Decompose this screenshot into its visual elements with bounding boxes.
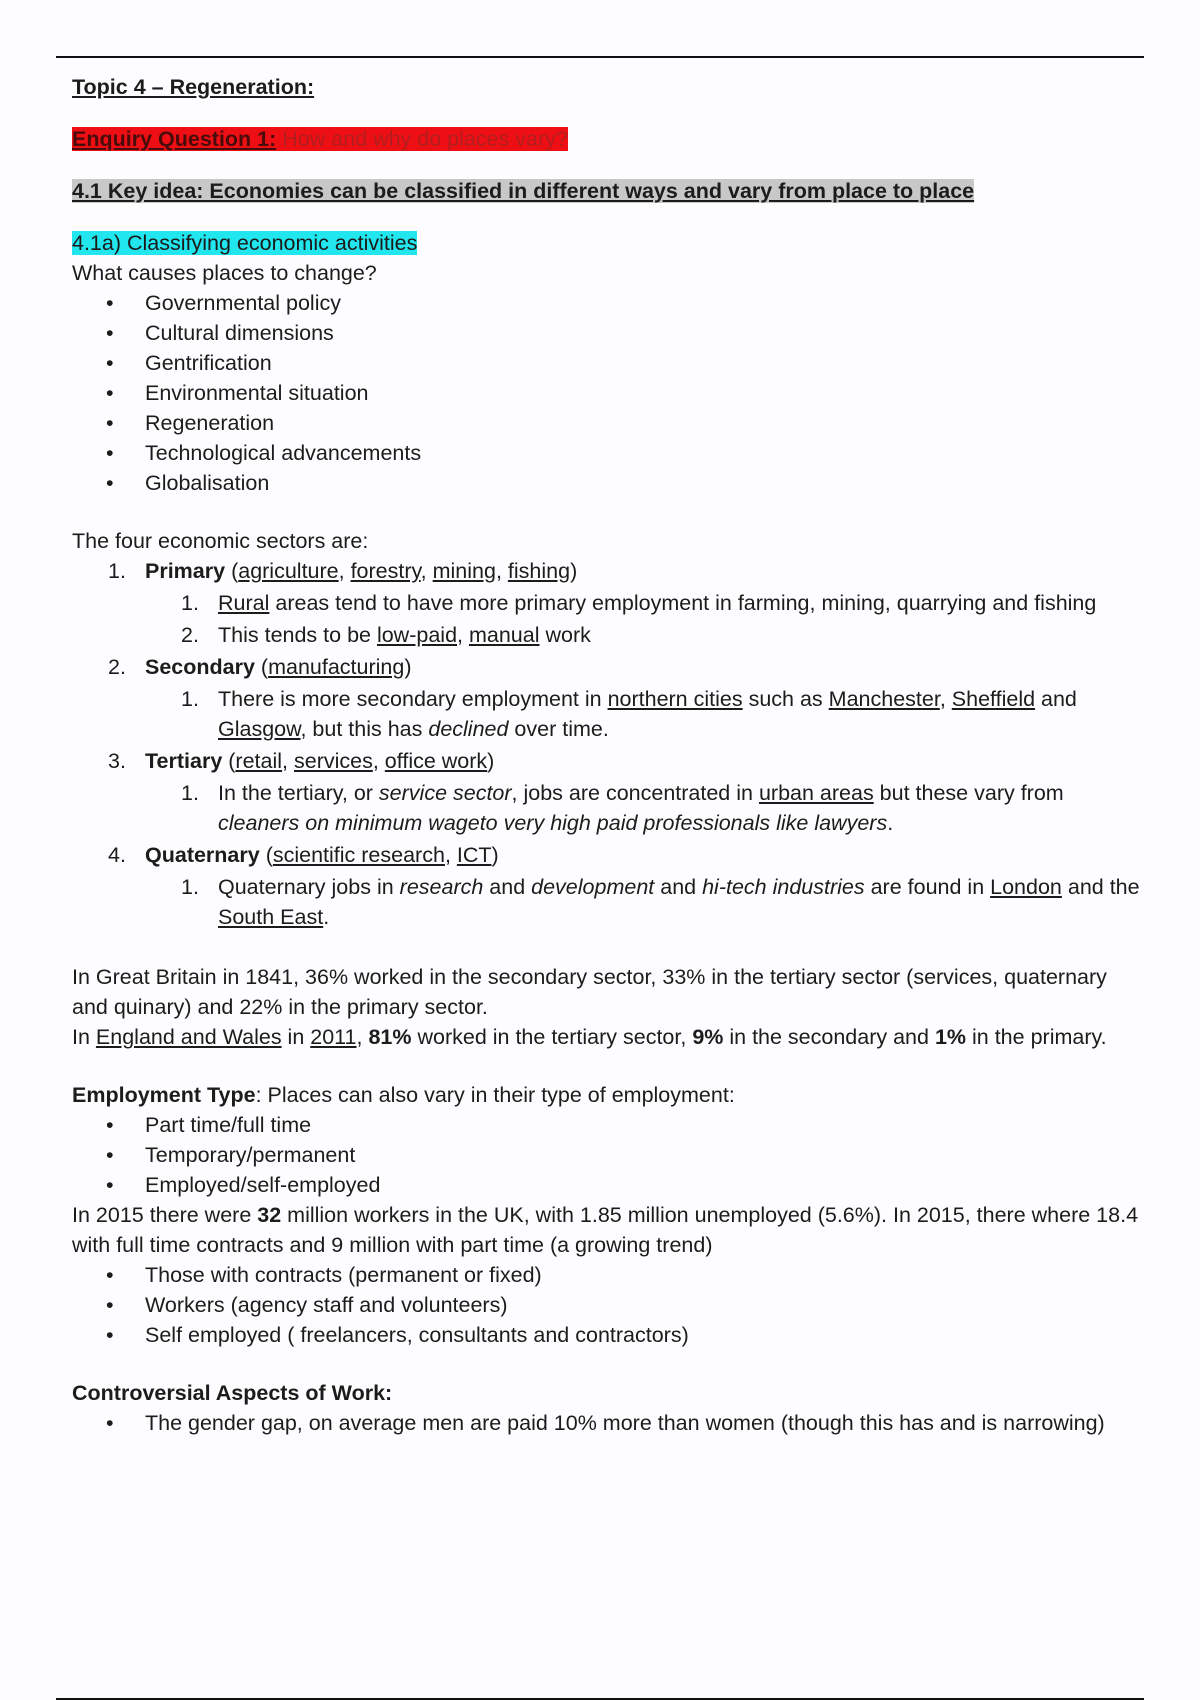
- enquiry-label: Enquiry Question 1:: [72, 127, 277, 151]
- subsection-heading: [72, 228, 1144, 258]
- enquiry-question: [72, 124, 1144, 154]
- employment-heading: Employment Type: Places can also vary in their type of employment:: [72, 1083, 735, 1107]
- document-page: [72, 72, 1144, 1438]
- list-item: • Self employed ( freelancers, consultants and contractors): [72, 1320, 1144, 1350]
- sub-point: 2. This tends to be low-paid, manual work: [181, 623, 591, 647]
- list-item: • Part time/full time: [72, 1110, 1144, 1140]
- list-item: • Regeneration: [72, 408, 1144, 438]
- sectors-list: [72, 556, 1144, 932]
- list-item: • Temporary/permanent: [72, 1140, 1144, 1170]
- sub-point: 1. In the tertiary, or service sector, jobs are concentrated in urban areas but these vary from cleaners on minimum wageto very high paid professionals like lawyers.: [181, 781, 1064, 835]
- list-item: • Technological advancements: [72, 438, 1144, 468]
- change-causes-list: [72, 288, 1144, 498]
- sector-name: Secondary: [145, 655, 255, 679]
- employment-stats: In 2015 there were 32 million workers in the UK, with 1.85 million unemployed (5.6%). In 2015, there where 18.4 with full time contracts and 9 million with part time (a growing trend): [72, 1203, 1139, 1257]
- sector-quaternary: 4. Quaternary (scientific research, ICT) 1. Quaternary jobs in research and development and hi-tech industries are found in London and the South East.: [72, 840, 1144, 932]
- sectors-intro: The four economic sectors are:: [72, 529, 369, 553]
- list-item: • Employed/self-employed: [72, 1170, 1144, 1200]
- sector-name: Tertiary: [145, 749, 223, 773]
- sector-primary: 1. Primary (agriculture, forestry, mining, fishing) 1. Rural areas tend to have more primary employment in farming, mining, quarrying and fishing 2. This tends to be low-paid, manual work: [72, 556, 1144, 650]
- list-item: • Those with contracts (permanent or fixed): [72, 1260, 1144, 1290]
- key-idea-text: 4.1 Key idea: Economies can be classified in different ways and vary from place to place: [72, 179, 975, 203]
- sub-point: 1. Quaternary jobs in research and development and hi-tech industries are found in London and the South East.: [181, 875, 1140, 929]
- sub-point: 1. There is more secondary employment in northern cities such as Manchester, Sheffield and Glasgow, but this has declined over time.: [181, 687, 1077, 741]
- top-rule: [56, 56, 1144, 58]
- list-item: • Environmental situation: [72, 378, 1144, 408]
- key-idea: [72, 176, 1144, 206]
- sector-name: Primary: [145, 559, 226, 583]
- list-item: • Governmental policy: [72, 288, 1144, 318]
- topic-title: Topic 4 – Regeneration:: [72, 75, 315, 99]
- list-item: • Gentrification: [72, 348, 1144, 378]
- subsection-text: 4.1a) Classifying economic activities: [72, 231, 418, 255]
- sector-secondary: 2. Secondary (manufacturing) 1. There is more secondary employment in northern cities such as Manchester, Sheffield and Glasgow, but this has declined over time.: [72, 652, 1144, 744]
- list-item: • Globalisation: [72, 468, 1144, 498]
- worker-groups-list: [72, 1260, 1144, 1350]
- sub-point: 1. Rural areas tend to have more primary employment in farming, mining, quarrying and fishing: [181, 591, 1097, 615]
- controversial-list: [72, 1408, 1144, 1438]
- stats-2011: In England and Wales in 2011, 81% worked in the tertiary sector, 9% in the secondary and 1% in the primary.: [72, 1025, 1107, 1049]
- sector-tertiary: 3. Tertiary (retail, services, office work) 1. In the tertiary, or service sector, jobs are concentrated in urban areas but these vary from cleaners on minimum wageto very high paid professionals like lawyers.: [72, 746, 1144, 838]
- enquiry-text: How and why do places vary?: [276, 127, 568, 151]
- list-item: • Cultural dimensions: [72, 318, 1144, 348]
- employment-types-list: [72, 1110, 1144, 1200]
- list-item: • The gender gap, on average men are paid 10% more than women (though this has and is narrowing): [72, 1408, 1144, 1438]
- change-question: What causes places to change?: [72, 261, 377, 285]
- stats-1841: In Great Britain in 1841, 36% worked in the secondary sector, 33% in the tertiary sector (services, quaternary and quinary) and 22% in the primary sector.: [72, 965, 1107, 1019]
- controversial-heading: Controversial Aspects of Work:: [72, 1381, 393, 1405]
- sector-name: Quaternary: [145, 843, 260, 867]
- list-item: • Workers (agency staff and volunteers): [72, 1290, 1144, 1320]
